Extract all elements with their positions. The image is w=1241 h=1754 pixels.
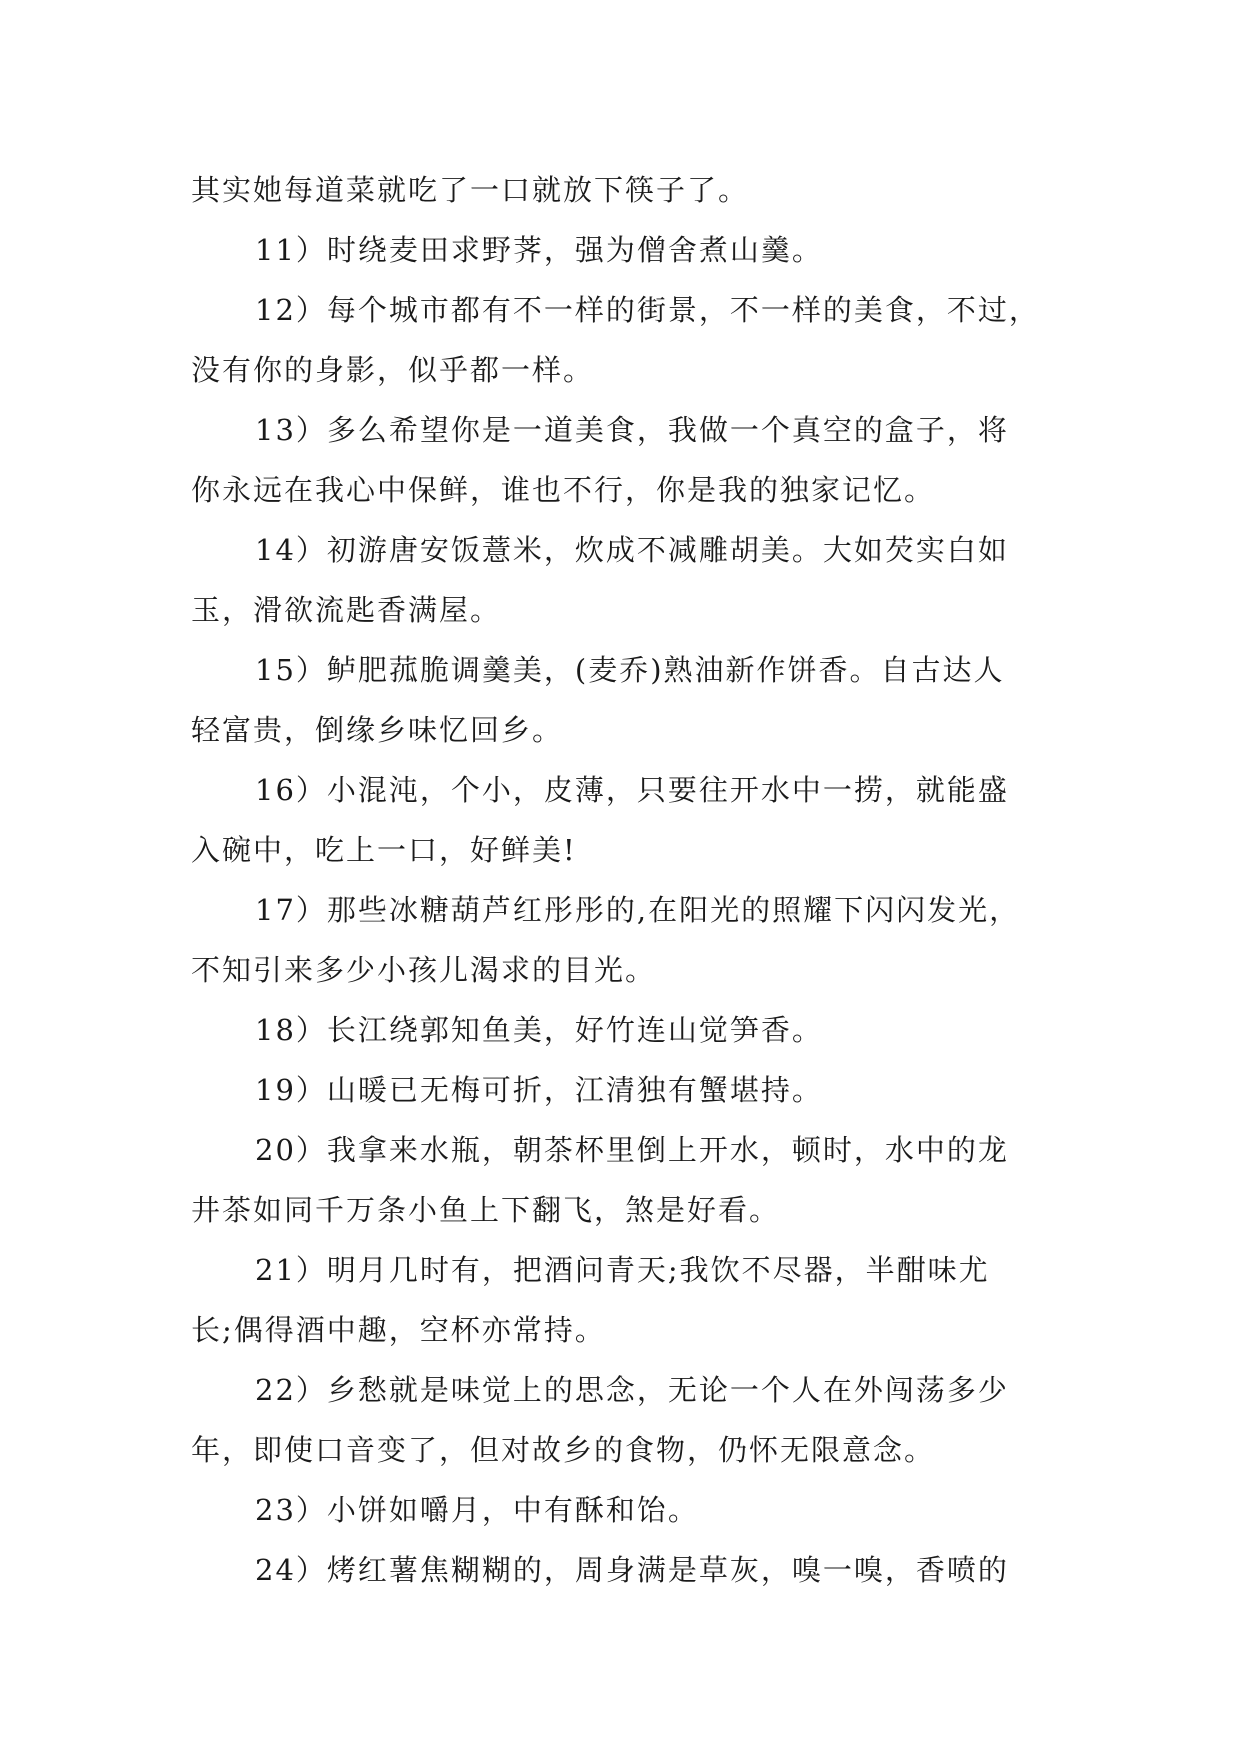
text-line: 18）长江绕郭知鱼美，好竹连山觉笋香。 [255,1013,823,1047]
text-line: 13）多么希望你是一道美食，我做一个真空的盒子，将 [255,413,1009,447]
text-line: 玉，滑欲流匙香满屋。 [191,593,502,627]
text-line: 12）每个城市都有不一样的街景，不一样的美食，不过， [255,293,1040,327]
text-line: 没有你的身影，似乎都一样。 [191,353,595,387]
text-line: 23）小饼如嚼月，中有酥和饴。 [255,1493,699,1527]
text-line: 22）乡愁就是味觉上的思念，无论一个人在外闯荡多少 [255,1373,1009,1407]
document-page [191,160,1051,1600]
text-line: 你永远在我心中保鲜，谁也不行，你是我的独家记忆。 [191,473,936,507]
text-line: 井茶如同千万条小鱼上下翻飞，煞是好看。 [191,1193,781,1227]
text-line: 11）时绕麦田求野荠，强为僧舍煮山羹。 [255,233,823,267]
text-line: 17）那些冰糖葫芦红彤彤的,在阳光的照耀下闪闪发光， [255,893,1021,927]
text-line: 其实她每道菜就吃了一口就放下筷子了。 [191,173,750,207]
text-line: 轻富贵，倒缘乡味忆回乡。 [191,713,564,747]
text-line: 21）明月几时有，把酒问青天;我饮不尽器，半酣味尤 [255,1253,990,1287]
text-line: 16）小混沌，个小，皮薄，只要往开水中一捞，就能盛 [255,773,1009,807]
text-line: 不知引来多少小孩儿渴求的目光。 [191,953,657,987]
text-line: 20）我拿来水瓶，朝茶杯里倒上开水，顿时，水中的龙 [255,1133,1009,1167]
text-line: 年，即使口音变了，但对故乡的食物，仍怀无限意念。 [191,1433,936,1467]
text-line: 19）山暖已无梅可折，江清独有蟹堪持。 [255,1073,823,1107]
text-line: 入碗中，吃上一口，好鲜美! [191,833,577,867]
text-line: 24）烤红薯焦糊糊的，周身满是草灰，嗅一嗅，香喷的 [255,1553,1009,1587]
text-line: 14）初游唐安饭薏米，炊成不减雕胡美。大如芡实白如 [255,533,1009,567]
text-line: 15）鲈肥菰脆调羹美，(麦乔)熟油新作饼香。自古达人 [255,653,1005,687]
text-line: 长;偶得酒中趣，空杯亦常持。 [191,1313,606,1347]
